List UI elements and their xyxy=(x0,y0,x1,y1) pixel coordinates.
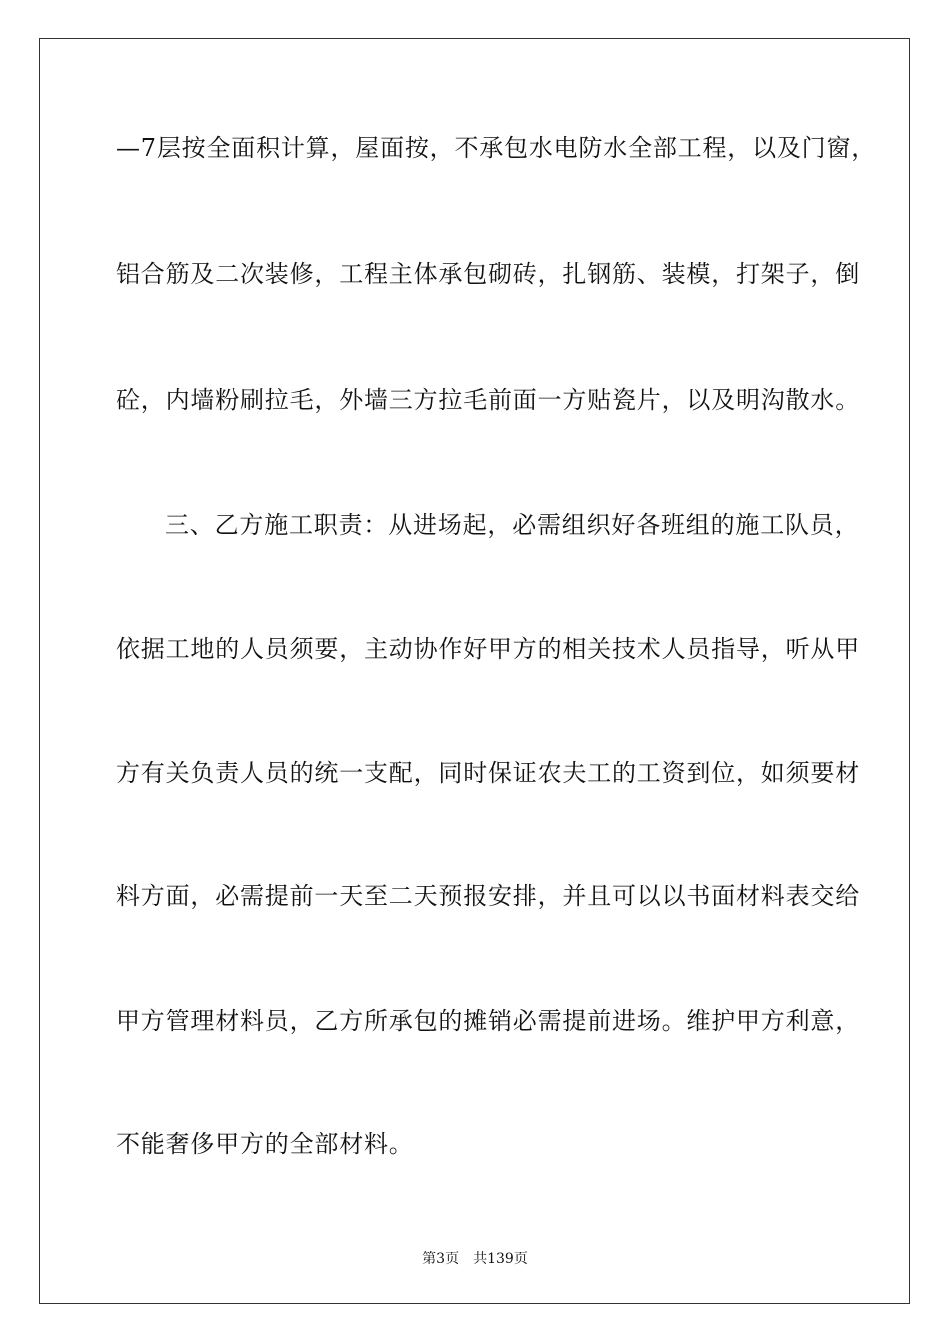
body-text-line: 料方面，必需提前一天至二天预报安排，并且可以以书面材料表交给 xyxy=(116,882,860,910)
body-text-line: 方有关负责人员的统一支配，同时保证农夫工的工资到位，如须要材 xyxy=(116,759,860,787)
section-heading-line: 三、乙方施工职责：从进场起，必需组织好各班组的施工队员， xyxy=(165,511,860,539)
page-number: 第3页 xyxy=(422,1251,460,1267)
page-total: 共139页 xyxy=(473,1251,528,1267)
body-text-line: —7层按全面积计算，屋面按，不承包水电防水全部工程，以及门窗， xyxy=(116,134,877,162)
body-text-line: 依据工地的人员须要，主动协作好甲方的相关技术人员指导，听从甲 xyxy=(116,635,860,663)
body-text-line: 砼，内墙粉刷拉毛，外墙三方拉毛前面一方贴瓷片，以及明沟散水。 xyxy=(116,386,860,414)
body-text-line: 不能奢侈甲方的全部材料。 xyxy=(116,1130,414,1158)
body-text-line: 铝合筋及二次装修，工程主体承包砌砖，扎钢筋、装模，打架子，倒 xyxy=(116,260,860,288)
page-border xyxy=(39,38,910,1304)
page-footer xyxy=(0,1250,950,1268)
body-text-line: 甲方管理材料员，乙方所承包的摊销必需提前进场。维护甲方利意， xyxy=(116,1007,860,1035)
